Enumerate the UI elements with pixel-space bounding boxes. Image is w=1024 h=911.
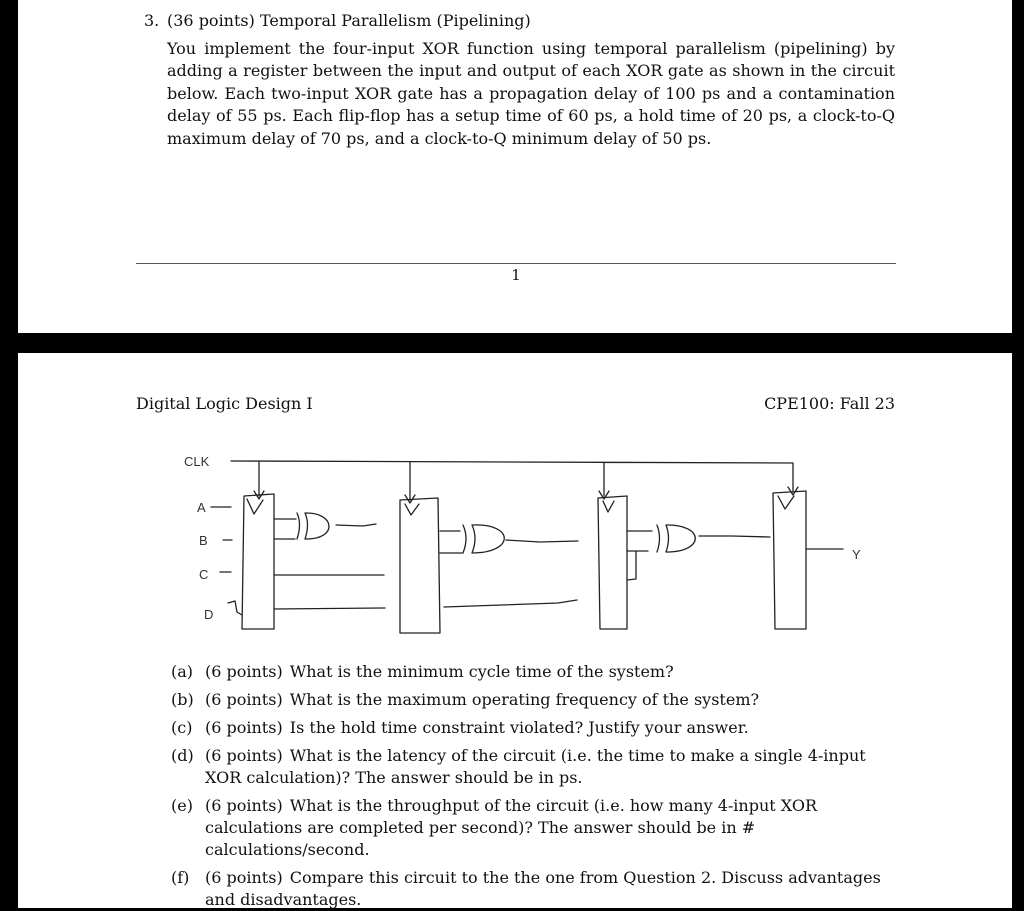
part-text: Compare this circuit to the the one from Question 2. Discuss advantages and disadvantages. [205,868,881,909]
xor-gate-1 [297,513,329,539]
part-text: What is the latency of the circuit (i.e. the time to make a single 4-input XOR calculation)? The answer should be in ps. [205,746,866,787]
question-heading [144,11,531,31]
clock-bus-line [231,461,793,500]
input-a-label: A [197,500,206,515]
part-points: (6 points) [205,690,283,709]
part-points: (6 points) [205,796,283,815]
input-d-label: D [204,607,214,622]
question-part-b [171,689,896,711]
xor-gate-3 [657,525,695,552]
part-points: (6 points) [205,746,283,765]
part-points: (6 points) [205,662,283,681]
clk-label: CLK [184,454,210,469]
question-part-e [171,795,896,861]
question-number: 3. [144,11,160,30]
part-text: What is the maximum operating frequency of the system? [289,690,760,709]
question-title: (36 points) Temporal Parallelism (Pipelining) [167,11,531,30]
part-label: (a) [171,662,194,681]
input-wires [211,507,242,615]
part-label: (c) [171,718,193,737]
question-parts [171,661,896,911]
exam-page-1 [18,0,1012,333]
part-points: (6 points) [205,718,283,737]
output-y-label: Y [852,547,861,562]
part-text: Is the hold time constraint violated? Justify your answer. [289,718,749,737]
footer-rule [136,263,896,264]
input-b-label: B [199,533,208,548]
register-1-clock-triangle [247,499,263,514]
question-part-f [171,867,896,911]
part-points: (6 points) [205,868,283,887]
part-label: (d) [171,746,194,765]
question-part-c [171,717,896,739]
pipeline-circuit-diagram [18,353,1012,653]
register-2-clock-triangle [405,504,419,515]
question-part-d [171,745,896,789]
register-1 [242,494,274,629]
register-2 [400,498,440,633]
part-text: What is the minimum cycle time of the system? [289,662,674,681]
part-label: (f) [171,868,190,887]
stage3-wires [627,531,652,580]
course-title: Digital Logic Design I [136,394,313,413]
stage1-xor-output [336,524,376,526]
stage2-xor-output [506,540,578,542]
stage2-wires [440,531,577,607]
input-c-label: C [199,567,209,582]
question-body: You implement the four-input XOR function using temporal parallelism (pipelining) by adding a register between the input and output of each XOR gate as shown in the circuit below. Each two-input XOR gate has a propagation delay of 100 ps and a contamination delay of 55 ps. Each flip-flop has a setup time of 60 ps, a hold time of 20 ps, a clock-to-Q maximum delay of 70 ps, and a clock-to-Q minimum delay of 50 ps. [167,39,895,148]
question-part-a [171,661,896,683]
part-text: What is the throughput of the circuit (i.e. how many 4-input XOR calculations are completed per second)? The answer should be in # calculations/second. [205,796,818,859]
register-3 [598,496,627,629]
register-4 [773,491,806,629]
clock-arrows [254,487,798,503]
register-3-clock-triangle [603,501,614,512]
page-number: 1 [511,266,521,284]
xor-gate-2 [463,525,504,553]
stage3-xor-output [699,536,770,537]
part-label: (b) [171,690,194,709]
part-label: (e) [171,796,193,815]
course-term: CPE100: Fall 23 [764,394,895,413]
stage1-wires [274,519,385,609]
exam-page-2 [18,353,1012,908]
register-4-clock-triangle [778,496,794,509]
